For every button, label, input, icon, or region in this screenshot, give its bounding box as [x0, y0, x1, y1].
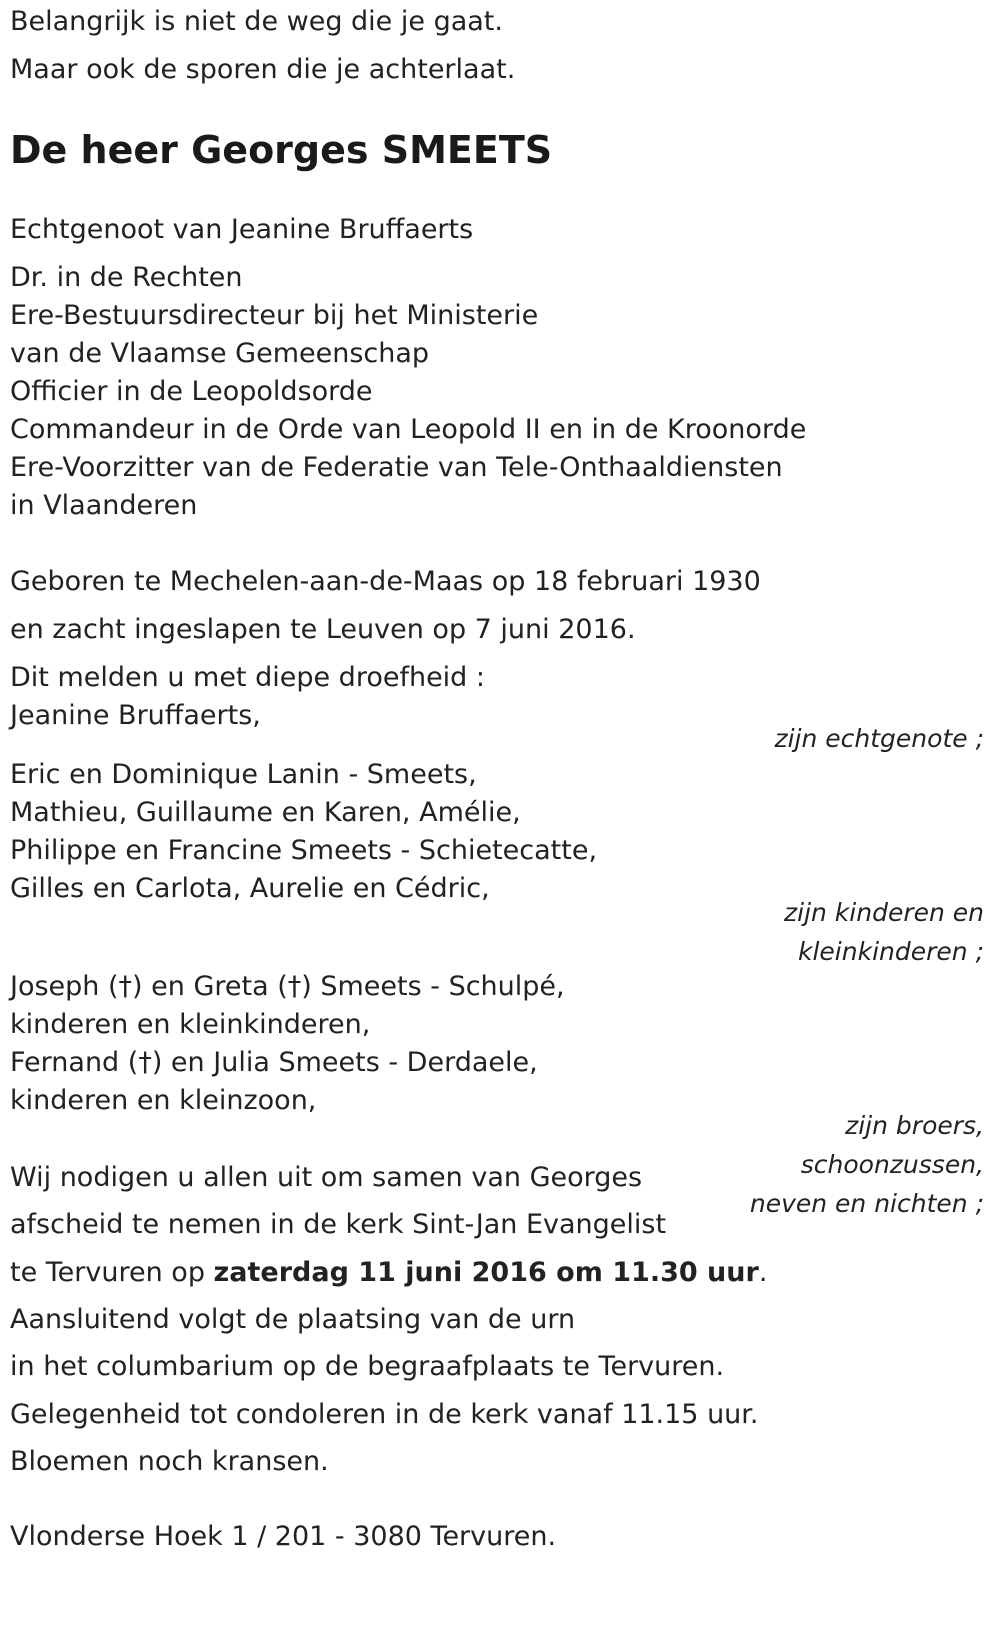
page-title: De heer Georges SMEETS — [10, 128, 553, 172]
siblings-line: kinderen en kleinzoon, — [10, 1085, 317, 1116]
ceremony-line: Wij nodigen u allen uit om samen van Georges — [10, 1162, 643, 1193]
ceremony-line: Aansluitend volgt de plaatsing van de urn — [10, 1304, 576, 1335]
children-line: Mathieu, Guillaume en Karen, Amélie, — [10, 797, 521, 828]
ceremony-suffix: . — [758, 1257, 768, 1288]
ceremony-date-line — [10, 1257, 767, 1289]
title-line: Dr. in de Rechten — [10, 262, 243, 293]
spouse-line: Echtgenoot van Jeanine Bruffaerts — [10, 214, 474, 245]
ceremony-line: Gelegenheid tot condoleren in de kerk vanaf 11.15 uur. — [10, 1399, 759, 1430]
ceremony-line: in het columbarium op de begraafplaats te Tervuren. — [10, 1351, 725, 1382]
title-line: van de Vlaamse Gemeenschap — [10, 338, 430, 369]
flowers-line: Bloemen noch kransen. — [10, 1446, 329, 1477]
spouse-role — [774, 719, 984, 758]
motto-line-2: Maar ook de sporen die je achterlaat. — [10, 54, 516, 85]
ceremony-line: afscheid te nemen in de kerk Sint-Jan Evangelist — [10, 1209, 667, 1240]
announcement-line: Dit melden u met diepe droefheid : — [10, 662, 486, 693]
role-line: zijn broers, — [845, 1111, 984, 1140]
role-line: zijn echtgenote ; — [774, 724, 984, 753]
title-line: in Vlaanderen — [10, 490, 198, 521]
title-line: Ere-Bestuursdirecteur bij het Ministerie — [10, 300, 539, 331]
ceremony-prefix: te Tervuren op — [10, 1257, 214, 1288]
role-line: schoonzussen, — [800, 1150, 984, 1179]
motto-line-1: Belangrijk is niet de weg die je gaat. — [10, 6, 503, 37]
children-role — [784, 893, 984, 971]
children-line: Gilles en Carlota, Aurelie en Cédric, — [10, 873, 490, 904]
children-line: Eric en Dominique Lanin - Smeets, — [10, 759, 477, 790]
title-line: Ere-Voorzitter van de Federatie van Tele-Onthaaldiensten — [10, 452, 783, 483]
address-line: Vlonderse Hoek 1 / 201 - 3080 Tervuren. — [10, 1521, 557, 1552]
birth-line: Geboren te Mechelen-aan-de-Maas op 18 februari 1930 — [10, 566, 761, 597]
role-line: neven en nichten ; — [749, 1189, 984, 1218]
ceremony-date: zaterdag 11 juni 2016 om 11.30 uur — [213, 1257, 759, 1288]
role-line: kleinkinderen ; — [798, 937, 984, 966]
title-line: Officier in de Leopoldsorde — [10, 376, 373, 407]
siblings-line: kinderen en kleinkinderen, — [10, 1009, 371, 1040]
siblings-role — [750, 1106, 984, 1223]
title-line: Commandeur in de Orde van Leopold II en in de Kroonorde — [10, 414, 807, 445]
role-line: zijn kinderen en — [784, 898, 984, 927]
children-line: Philippe en Francine Smeets - Schietecatte, — [10, 835, 598, 866]
death-line: en zacht ingeslapen te Leuven op 7 juni 2016. — [10, 614, 636, 645]
siblings-line: Fernand (†) en Julia Smeets - Derdaele, — [10, 1047, 538, 1078]
siblings-line: Joseph (†) en Greta (†) Smeets - Schulpé, — [10, 971, 565, 1002]
spouse-name: Jeanine Bruffaerts, — [10, 700, 261, 731]
